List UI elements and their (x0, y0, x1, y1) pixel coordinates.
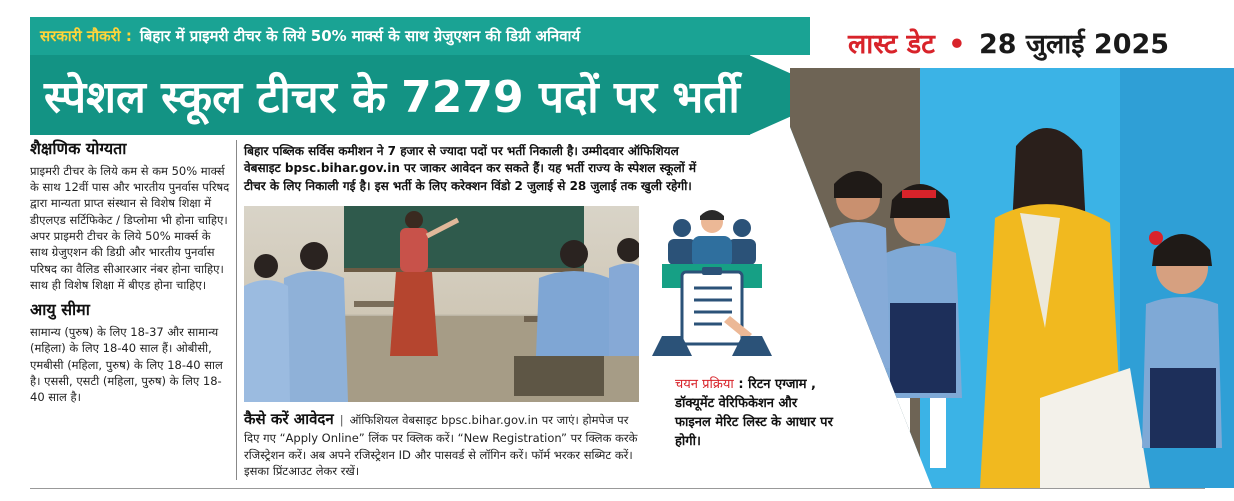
selection-process (675, 376, 835, 451)
left-column (30, 138, 230, 483)
classroom-illustration (244, 206, 639, 402)
apply-separator: | (339, 413, 344, 427)
qualification-title: शैक्षणिक योग्यता (30, 139, 127, 158)
last-date-separator: • (948, 29, 966, 60)
bottom-divider (30, 488, 1205, 489)
qualification-body: प्राइमरी टीचर के लिये कम से कम 50% मार्क्स के साथ 12वीं पास और भारतीय पुनर्वास परिषद द्वारा मान्यता प्राप्त संस्थान से विशेष शिक्षा में डीएलएड सर्टिफिकेट / डिप्लोमा भी होना चाहिए। अपर प्राइमरी टीचर के लिये 50% मार्क्स के साथ ग्रेजुएशन की डिग्री और भारतीय पुनर्वास परिषद का वैलिड सीआरआर नंबर होना चाहिए। साथ ही विशेष शिक्षा में बीएड होना चाहिए। (30, 163, 230, 293)
selection-label: चयन प्रक्रिया (675, 377, 734, 392)
last-date-label: लास्ट डेट (848, 29, 935, 60)
interview-checklist-icon (652, 206, 772, 356)
apply-section (244, 409, 644, 479)
selection-body: : रिटन एग्जाम , डॉक्यूमेंट वेरिफिकेशन और फाइनल मेरिट लिस्ट के आधार पर होगी। (675, 377, 833, 449)
intro-paragraph: बिहार पब्लिक सर्विस कमीशन ने 7 हजार से ज्यादा पदों पर भर्ती निकाली है। उम्मीदवार ऑफिशियल वेबसाइट bpsc.bihar.gov.in पर जाकर आवेदन कर सकते हैं। यह भर्ती राज्य के स्पेशल स्कूलों में टीचर के लिए निकाली गई है। इस भर्ती के लिए करेक्शन विंडो 2 जुलाई से 28 जुलाई तक खुली रहेगी। (244, 144, 697, 193)
subheadline-banner (30, 17, 810, 55)
subheadline-text: बिहार में प्राइमरी टीचर के लिये 50% मार्क्स के साथ ग्रेजुएशन की डिग्री अनिवार्य (139, 27, 581, 45)
headline-text: स्पेशल स्कूल टीचर के 7279 पदों पर भर्ती (44, 72, 740, 123)
classroom-photo (244, 206, 639, 402)
apply-body: ऑफिशियल वेबसाइट bpsc.bihar.gov.in पर जाएं। होमपेज पर दिए गए “Apply Online” लिंक पर क्लिक करें। “New Registration” पर क्लिक करके रजिस्ट्रेशन करें। अब अपने रजिस्ट्रेशन ID और पासवर्ड से लॉगिन करें। फॉर्म भरकर सब्मिट करें। इसका प्रिंटआउट लेकर रखें। (244, 413, 638, 478)
headline-banner (30, 55, 750, 135)
age-limit-body: सामान्य (पुरुष) के लिए 18-37 और सामान्य (महिला) के लिए 18-40 साल हैं। ओबीसी, एमबीसी (महिला, पुरुष) के लिए 18-40 साल है। एससी, एसटी (महिला, पुरुष) के लिए 18-40 साल है। (30, 325, 223, 405)
last-date (848, 24, 1169, 61)
last-date-value: 28 जुलाई 2025 (978, 29, 1170, 60)
age-limit-title: आयु सीमा (30, 300, 90, 320)
column-divider (236, 140, 237, 480)
interview-checklist-graphic (652, 206, 772, 356)
teacher-children-photo (790, 68, 1234, 488)
teacher-children-illustration (790, 68, 1234, 488)
kicker-label: सरकारी नौकरी : (40, 27, 132, 45)
apply-title: कैसे करें आवेदन (244, 410, 334, 428)
